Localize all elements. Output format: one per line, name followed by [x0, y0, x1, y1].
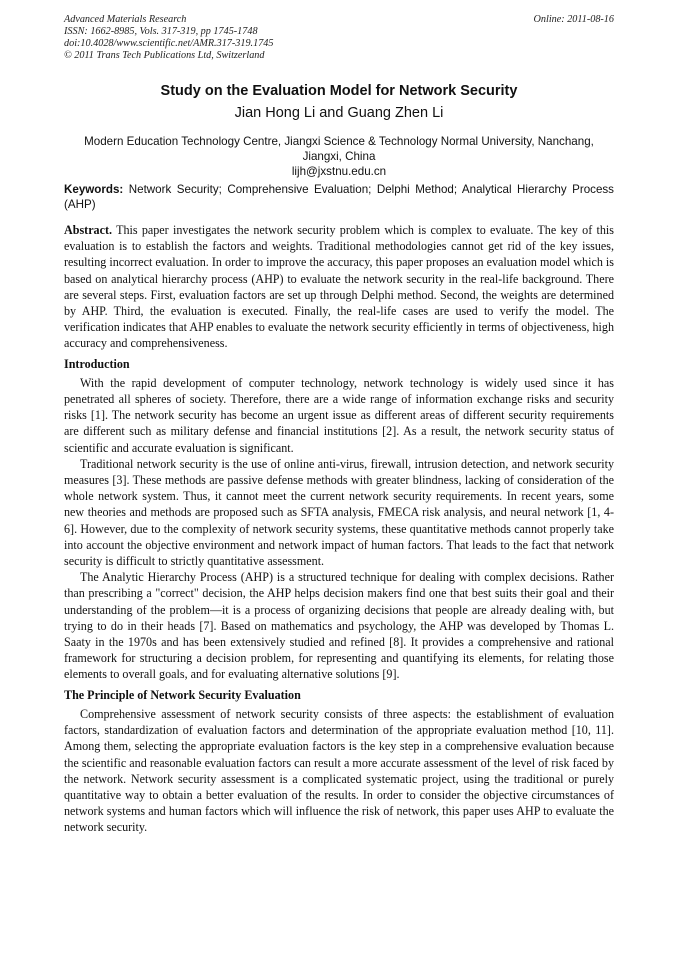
online-date: Online: 2011-08-16 [533, 14, 614, 25]
paper-authors: Jian Hong Li and Guang Zhen Li [234, 105, 444, 121]
keywords-label: Keywords: [64, 183, 124, 196]
email: lijh@jxstnu.edu.cn [291, 165, 387, 178]
principle-heading: The Principle of Network Security Evaluation [64, 687, 301, 702]
affiliation-block [64, 134, 614, 179]
principle-paragraph-1: Comprehensive assessment of network security consists of three aspects: the establishment of evaluation factors, standardization of evaluation factors and determination of the appropriate evaluation method [10, 11]. Among them, selecting the appropriate evaluation factors is the key step in a comprehensive evaluation because the scientific and reasonable evaluation factors can result a more accurate assessment of the level of risk faced by the network. Network security assessment is a complicated systematic project, using the traditional or purely quantitative way to obtain a better evaluation of the results. In order to consider the objective circumstances of network systems and human factors which will influence the risk of network, this paper uses AHP to evaluate the network security. [64, 706, 614, 835]
introduction-heading: Introduction [64, 356, 130, 371]
copyright-line: © 2011 Trans Tech Publications Ltd, Switzerland [64, 50, 265, 61]
abstract-label: Abstract. [64, 223, 113, 237]
paper-body [64, 222, 614, 836]
journal-name: Advanced Materials Research [64, 14, 187, 25]
journal-header [64, 14, 273, 62]
keywords-text: Network Security; Comprehensive Evaluation; Delphi Method; Analytical Hierarchy Process (AHP) [64, 183, 614, 211]
doi-line: doi:10.4028/www.scientific.net/AMR.317-319.1745 [64, 38, 274, 49]
abstract [64, 222, 614, 352]
issn-line: ISSN: 1662-8985, Vols. 317-319, pp 1745-1748 [64, 26, 258, 37]
abstract-text: This paper investigates the network security problem which is complex to evaluate. The key of this evaluation is to establish the factors and weights. Traditional methodologies cannot get rid of the key issues, resulting incorrect evaluation. In order to improve the accuracy, this paper proposes an evaluation model which is based on analytical hierarchy process (AHP) to evaluate the network security in the real-life background. There are several steps. First, evaluation factors are set up through Delphi method. Second, the weights are determined by AHP. Third, the evaluation is executed. Finally, the real-life cases are used to verify the model. The verification indicates that AHP enables to evaluate the network security efficiently in terms of objectiveness, high accuracy and comprehensiveness. [64, 223, 614, 351]
intro-paragraph-3: The Analytic Hierarchy Process (AHP) is a structured technique for dealing with complex decisions. Rather than prescribing a "correct" decision, the AHP helps decision makers find one that best suits their goal and their understanding of the problem—it is a process of organizing decisions that people are already dealing with, but trying to do in their heads [7]. Based on mathematics and psychology, the AHP was developed by Thomas L. Saaty in the 1970s and has been extensively studied and refined [8]. It provides a comprehensive and rational framework for structuring a decision problem, for representing and quantifying its elements, for relating those elements to overall goals, and for evaluating alternative solutions [9]. [64, 570, 614, 682]
intro-paragraph-1: With the rapid development of computer technology, network technology is widely used since it has penetrated all spheres of society. Therefore, there are a wide range of information exchange risks and security risks [1]. The network security has become an urgent issue as different areas of different security requirements are different such as military defense and financial institutions [2]. As a result, the network security status of scientific and accurate evaluation is significant. [64, 375, 614, 455]
keywords-block [64, 182, 614, 212]
paper-title: Study on the Evaluation Model for Network Security [160, 83, 518, 99]
affiliation: Modern Education Technology Centre, Jiangxi Science & Technology Normal University, Nanchang, Jiangxi, China [84, 135, 594, 163]
intro-paragraph-2: Traditional network security is the use of online anti-virus, firewall, intrusion detection, and network security measures [3]. These methods are passive defense methods with greater blindness, lacking of consideration of the whole network system. Thus, it cannot meet the current network security requirements. In recent years, some new theories and methods are proposed such as SFTA analysis, FMECA risk analysis, and neural network [1, 4-6]. However, due to the complexity of network security systems, these quantitative methods cannot properly take into account the objective environment and network impact of human factors. That leads to the fact that network security is difficult to strictly quantitative assessment. [64, 456, 614, 569]
